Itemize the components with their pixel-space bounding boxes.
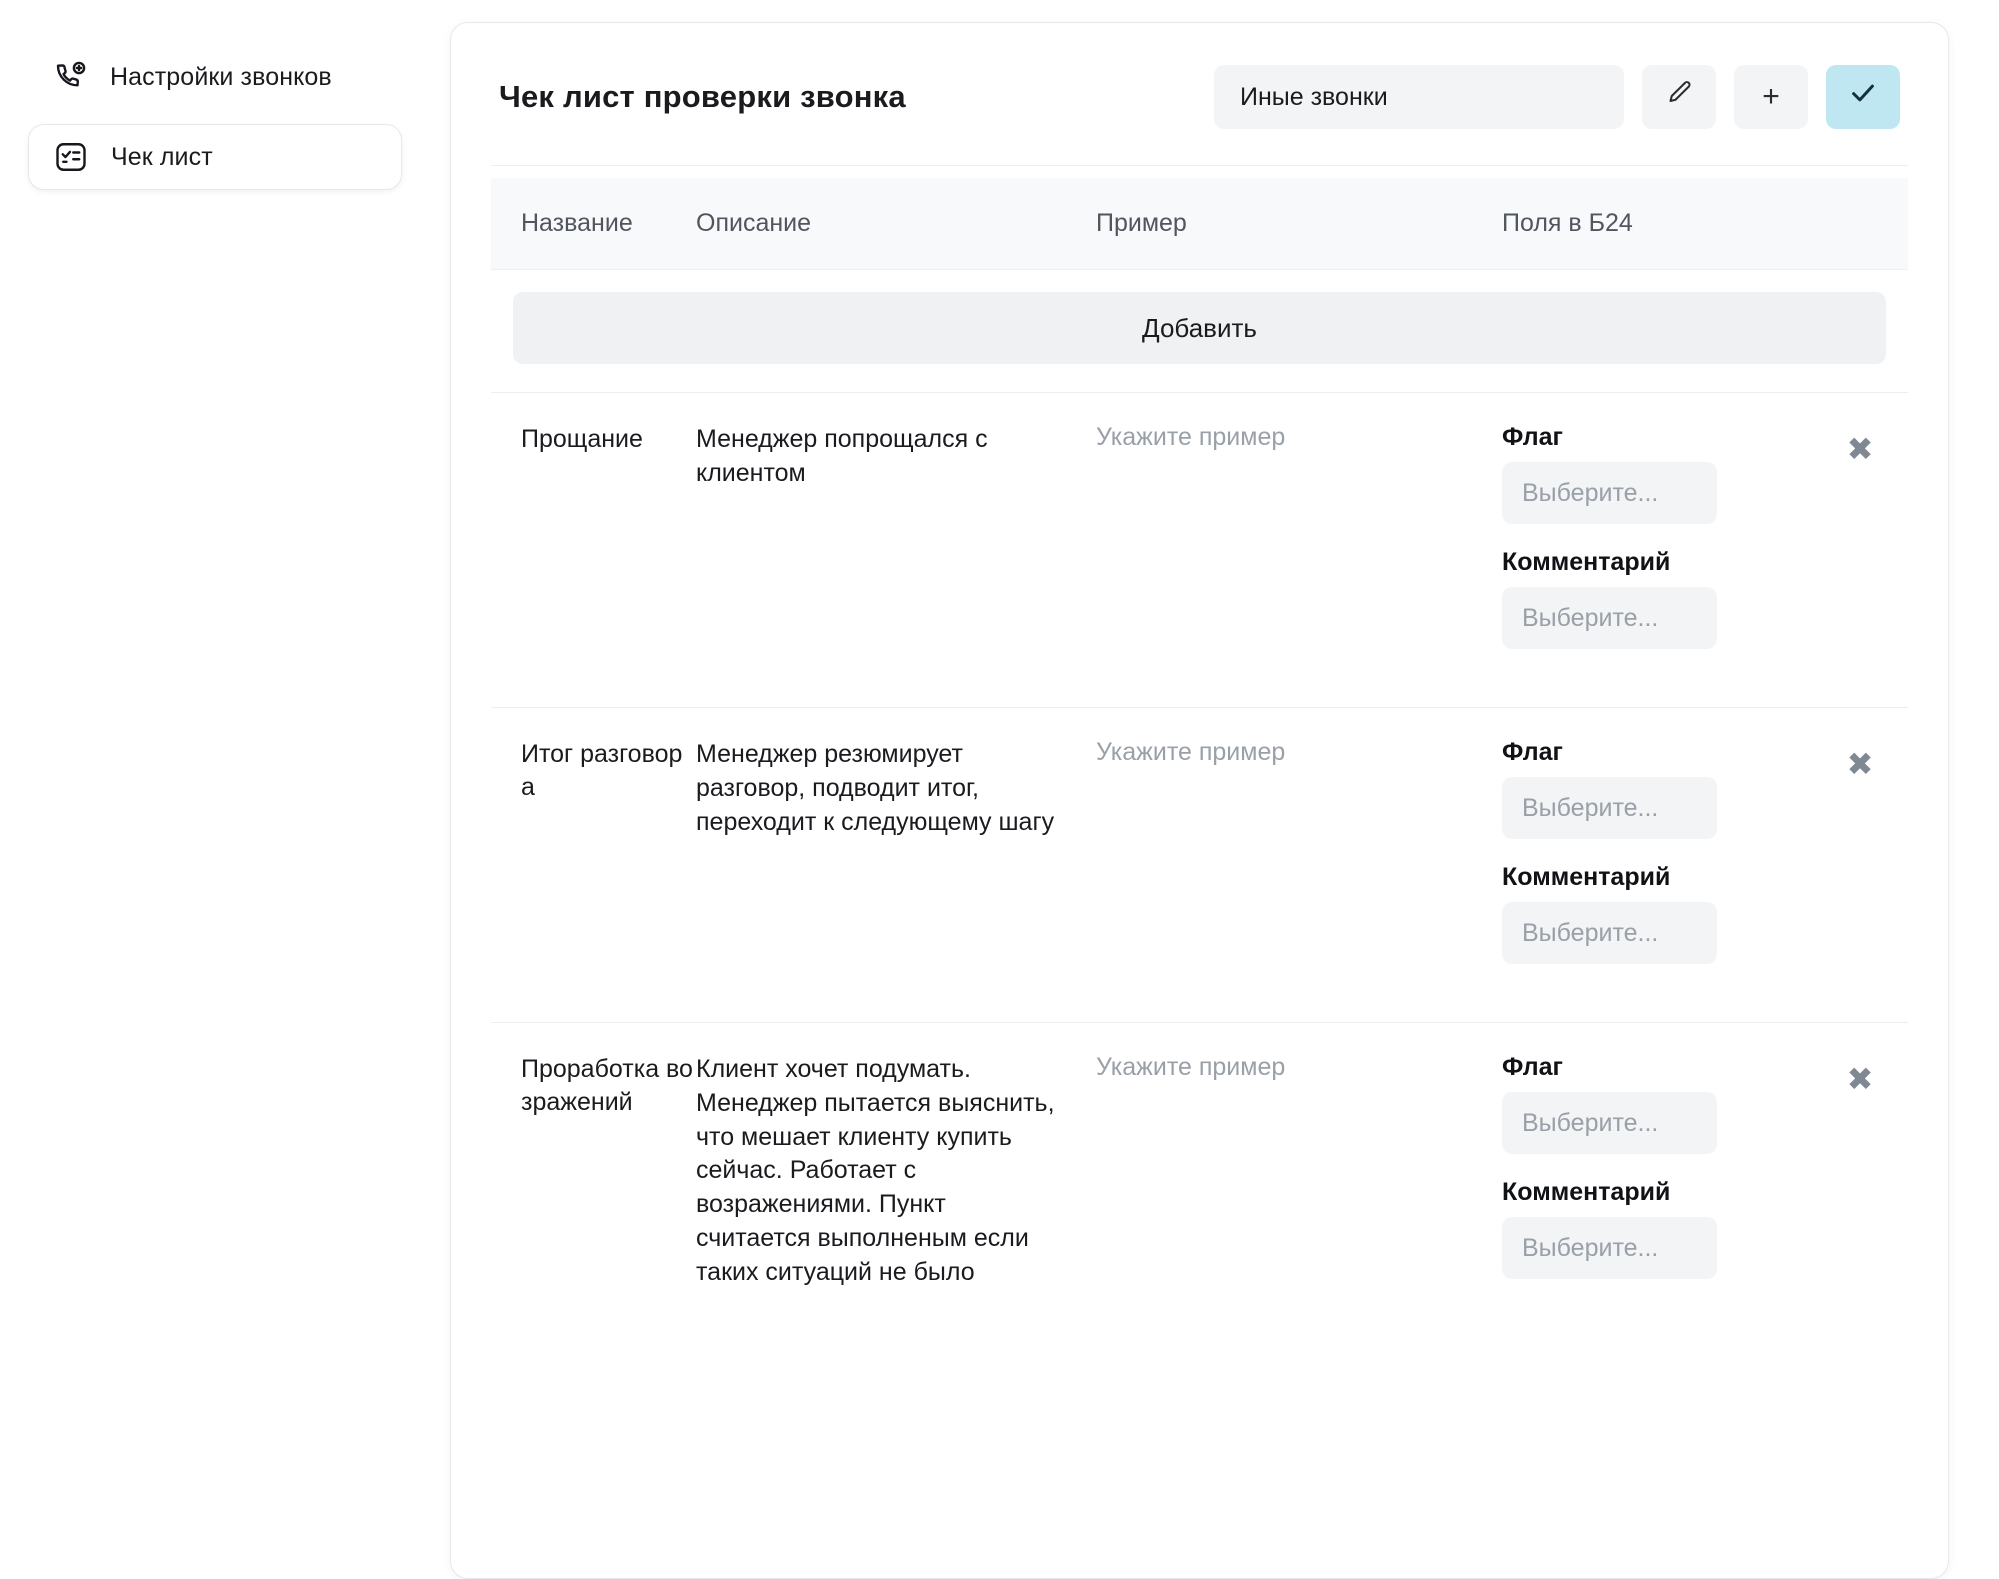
row-fields <box>1496 1053 1838 1289</box>
card-header <box>491 23 1908 166</box>
pencil-icon <box>1664 78 1694 116</box>
table-row <box>491 392 1908 679</box>
delete-row-button[interactable] <box>1838 1057 1882 1101</box>
delete-row-button[interactable] <box>1838 427 1882 471</box>
comment-label: Комментарий <box>1502 548 1671 576</box>
comment-select-value: Выберите... <box>1522 1233 1659 1262</box>
row-actions <box>1838 423 1908 649</box>
table-header <box>491 178 1908 270</box>
row-description: Менеджер резюмирует разговор, подводит итог, переходит к следующему шагу <box>696 740 1055 836</box>
comment-label: Комментарий <box>1502 863 1671 891</box>
row-example-input[interactable]: Укажите пример <box>1096 1053 1286 1081</box>
add-button[interactable] <box>1734 65 1808 129</box>
flag-label: Флаг <box>1502 738 1563 766</box>
column-header-name: Название <box>521 209 633 237</box>
row-actions <box>1838 738 1908 964</box>
comment-select[interactable] <box>1502 1217 1717 1279</box>
comment-select[interactable] <box>1502 587 1717 649</box>
call-type-select-value: Иные звонки <box>1240 82 1388 111</box>
flag-select[interactable] <box>1502 1092 1717 1154</box>
sidebar-item-label: Настройки звонков <box>110 62 332 91</box>
row-description: Клиент хочет подумать. Менеджер пытается выяснить, что мешает клиенту купить сейчас. Работает с возражениями. Пункт считается выполненым если таких ситуаций не было <box>696 1055 1055 1286</box>
column-header-fields: Поля в Б24 <box>1502 209 1633 237</box>
sidebar-item-label: Чек лист <box>111 142 213 171</box>
call-type-select[interactable] <box>1214 65 1624 129</box>
edit-button[interactable] <box>1642 65 1716 129</box>
delete-row-button[interactable] <box>1838 742 1882 786</box>
table-row <box>491 707 1908 994</box>
flag-label: Флаг <box>1502 1053 1563 1081</box>
comment-select-value: Выберите... <box>1522 603 1659 632</box>
checklist-icon <box>51 137 91 177</box>
confirm-button[interactable] <box>1826 65 1900 129</box>
row-name: Итог разговора <box>521 740 683 801</box>
phone-settings-icon <box>50 57 90 97</box>
main-content <box>430 22 1999 1579</box>
sidebar-item-checklist[interactable] <box>28 124 402 190</box>
sidebar-item-call-settings[interactable] <box>28 44 402 110</box>
row-description: Менеджер попрощался с клиентом <box>696 425 988 487</box>
row-example-input[interactable]: Укажите пример <box>1096 738 1286 766</box>
flag-select[interactable] <box>1502 462 1717 524</box>
close-icon: ✖ <box>1846 431 1874 467</box>
column-header-example: Пример <box>1096 209 1187 237</box>
sidebar <box>0 22 430 1579</box>
comment-select-value: Выберите... <box>1522 918 1659 947</box>
table-row <box>491 1022 1908 1319</box>
flag-select-value: Выберите... <box>1522 793 1659 822</box>
add-item-button[interactable]: Добавить <box>513 292 1886 364</box>
row-fields <box>1496 738 1838 964</box>
add-row-container <box>491 270 1908 364</box>
flag-select-value: Выберите... <box>1522 1108 1659 1137</box>
plus-icon: + <box>1762 80 1780 113</box>
row-example-input[interactable]: Укажите пример <box>1096 423 1286 451</box>
check-icon <box>1848 78 1878 116</box>
row-actions <box>1838 1053 1908 1289</box>
page-title: Чек лист проверки звонка <box>499 79 906 114</box>
flag-label: Флаг <box>1502 423 1563 451</box>
flag-select[interactable] <box>1502 777 1717 839</box>
comment-label: Комментарий <box>1502 1178 1671 1206</box>
column-header-description: Описание <box>696 209 812 237</box>
checklist-card <box>450 22 1949 1579</box>
close-icon: ✖ <box>1846 1061 1874 1097</box>
flag-select-value: Выберите... <box>1522 478 1659 507</box>
close-icon: ✖ <box>1846 746 1874 782</box>
row-fields <box>1496 423 1838 649</box>
comment-select[interactable] <box>1502 902 1717 964</box>
row-name: Проработка возражений <box>521 1055 693 1116</box>
row-name: Прощание <box>521 425 643 453</box>
